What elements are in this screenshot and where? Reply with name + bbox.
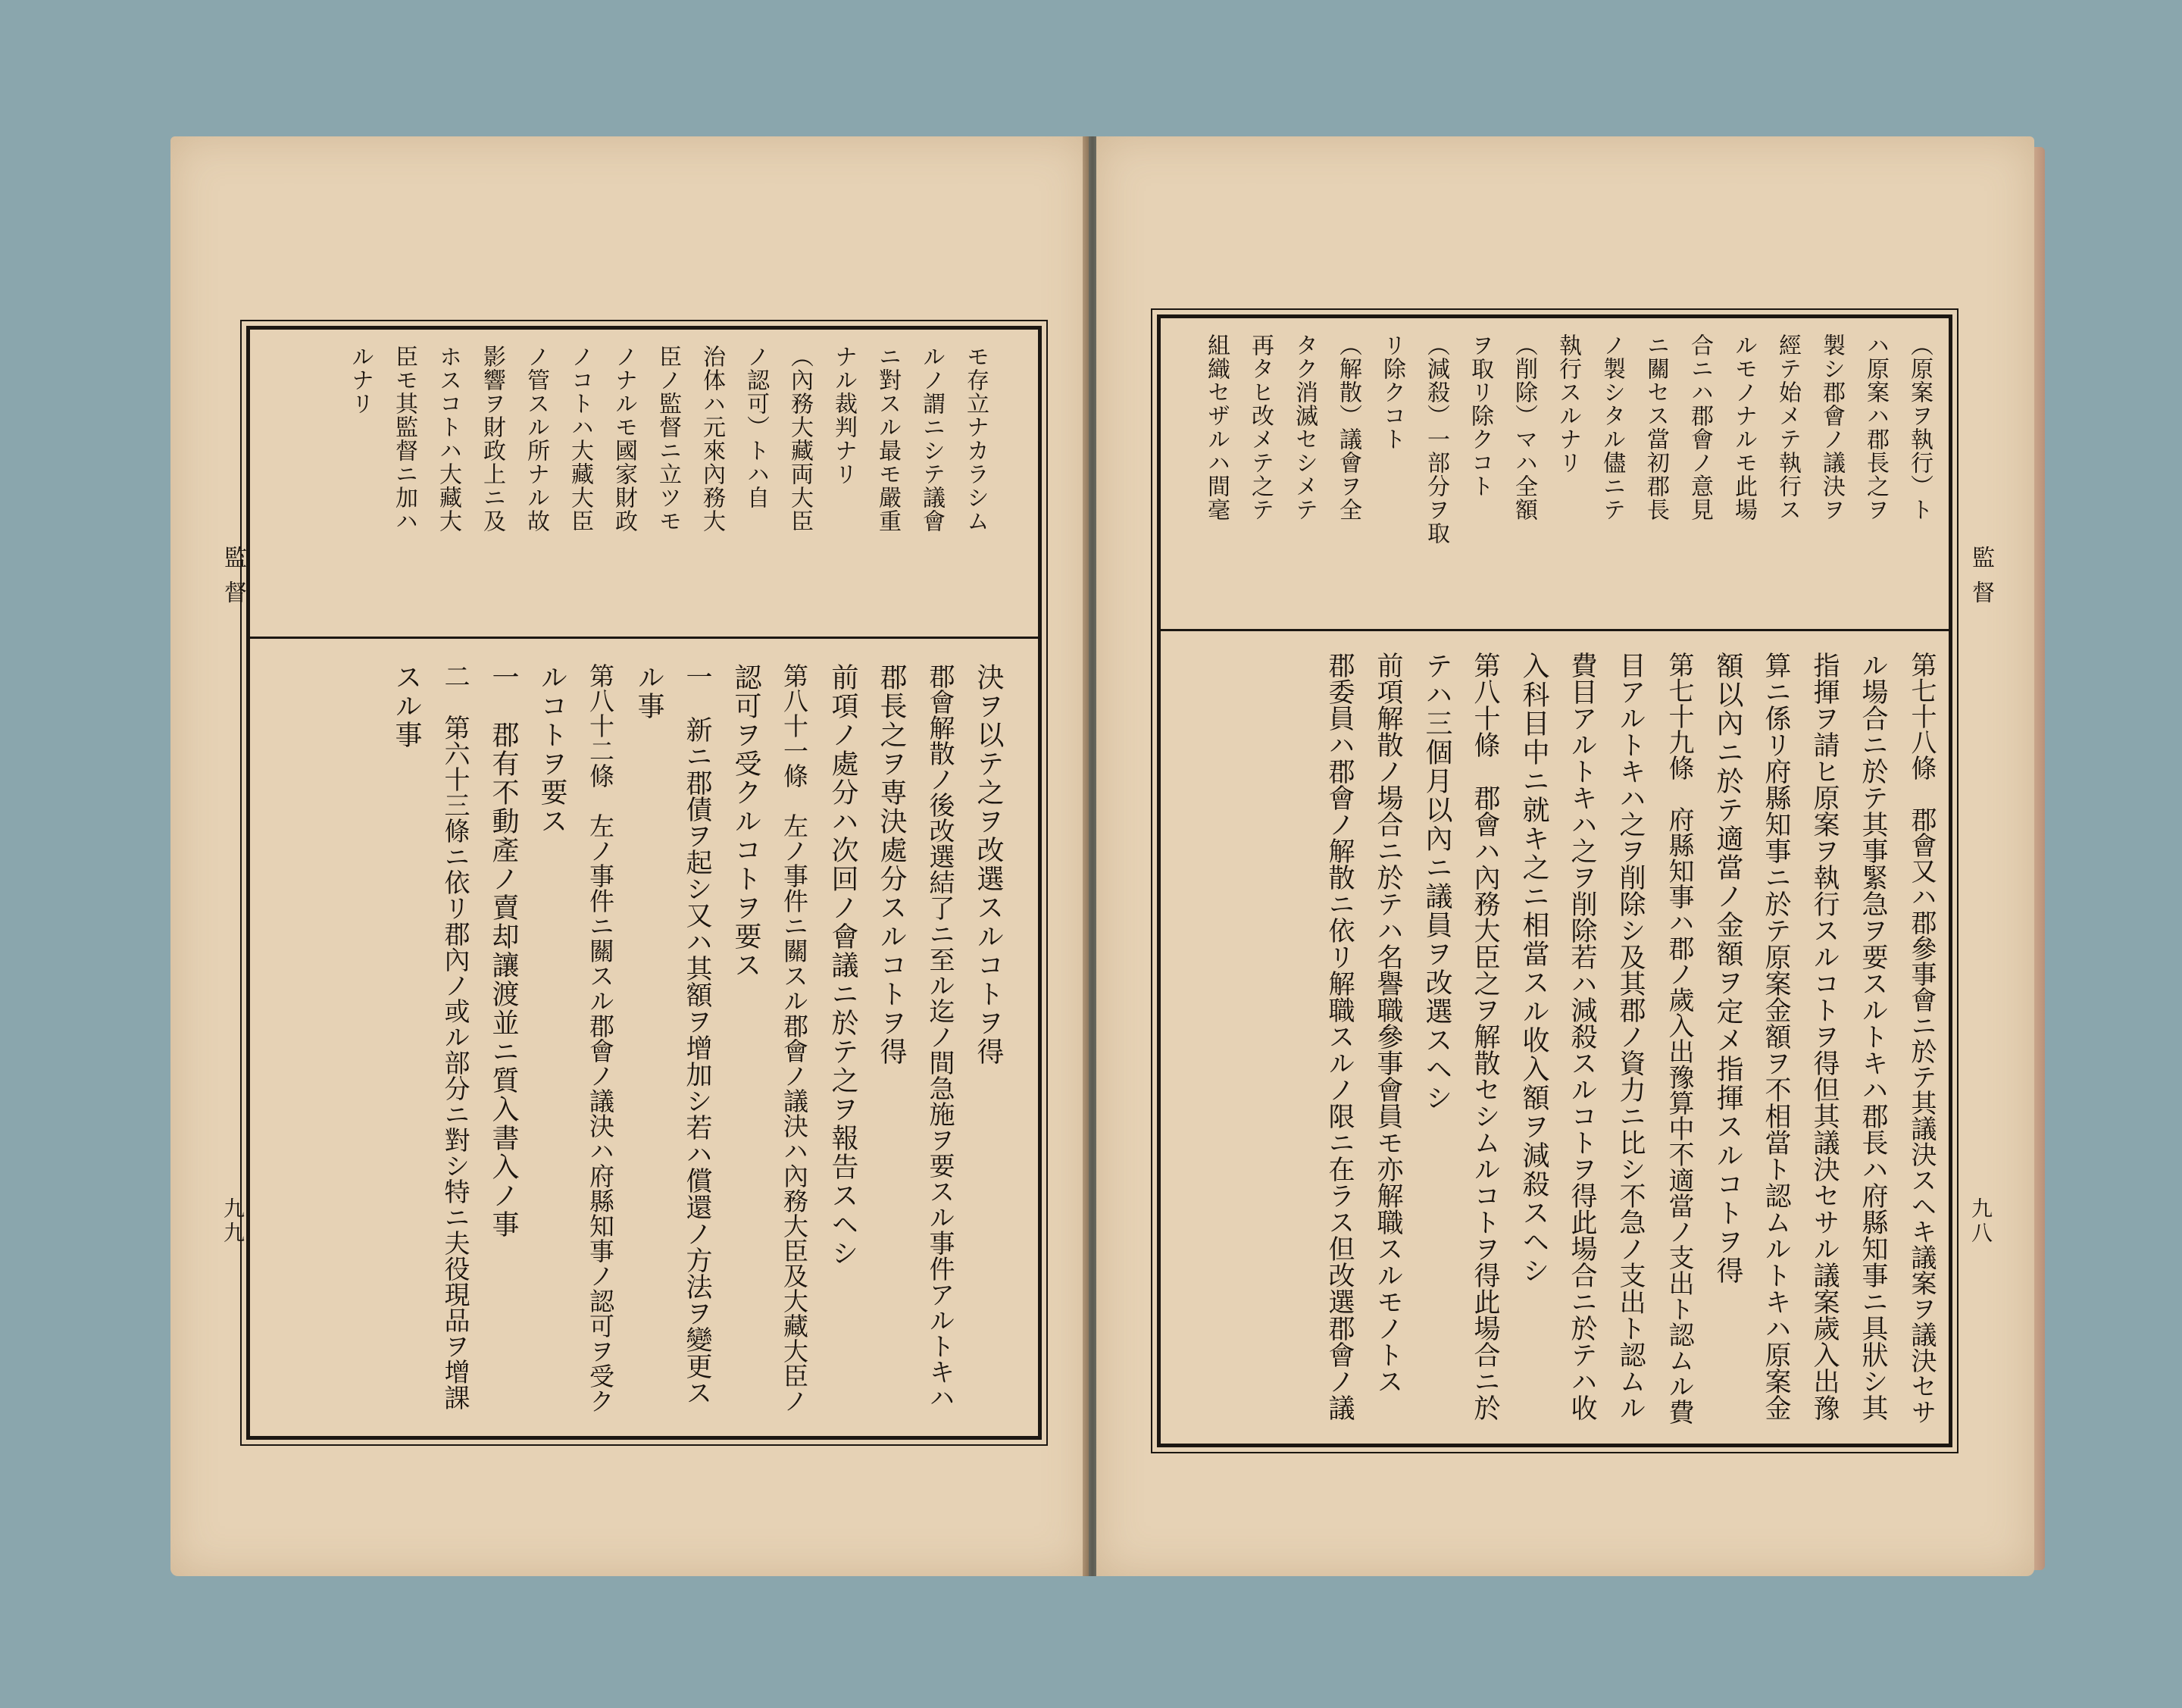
right-body-text (1320, 652, 1941, 1432)
headnote-column: タク消滅セシメテ (1291, 333, 1318, 521)
headnote-column: ニ對スル最モ嚴重 (874, 345, 901, 533)
text-column: 一 新ニ郡債ヲ起シ又ハ其額ヲ增加シ若ハ償還ノ方法ヲ變更ス (682, 663, 712, 1406)
left-page-number: 九九 (220, 1197, 245, 1246)
headnote-column: （解散）議會ヲ全 (1335, 333, 1361, 521)
headnote-column: ヲ取リ除クコト (1467, 333, 1493, 498)
open-book (170, 136, 2034, 1576)
headnote-column: ノナルモ國家財政 (611, 345, 637, 533)
headnote-column: （減殺）一部分ヲ取 (1423, 333, 1449, 545)
right-divider (1161, 629, 1949, 631)
text-column: 第八十條 郡會ハ內務大臣之ヲ解散セシムルコトヲ得此場合ニ於 (1470, 652, 1500, 1421)
text-column: 郡委員ハ郡會ノ解散ニ依リ解職スルノ限ニ在ラス但改選郡會ノ議 (1324, 652, 1355, 1421)
left-divider (250, 637, 1038, 639)
text-column: 郡長之ヲ専決處分スルコトヲ得 (876, 663, 907, 1066)
headnote-column: 合ニハ郡會ノ意見 (1687, 333, 1713, 521)
left-running-head: 監督 (220, 546, 246, 615)
right-running-head: 監督 (1968, 546, 1994, 615)
text-column: 費目アルトキハ之ヲ削除若ハ減殺スルコトヲ得此場合ニ於テハ收 (1567, 652, 1597, 1421)
headnote-column: 治体ハ元來內務大 (699, 345, 725, 533)
headnote-column: ルノ謂ニシテ議會 (918, 345, 945, 533)
text-column: 認可ヲ受クルコトヲ要ス (730, 663, 761, 980)
text-column: ル場合ニ於テ其事緊急ヲ要スルトキハ郡長ハ府縣知事ニ具狀シ其 (1858, 652, 1888, 1421)
text-column: 額以內ニ於テ適當ノ金額ヲ定メ指揮スルコトヲ得 (1712, 652, 1743, 1285)
right-headnotes (1199, 333, 1937, 606)
text-column: 第七十九條 府縣知事ハ郡ノ歲入出豫算中不適當ノ支出ト認ムル費 (1664, 652, 1694, 1425)
headnote-column: ニ關セス當初郡長 (1643, 333, 1669, 521)
text-column: 目アルトキハ之ヲ削除シ及其郡ノ資力ニ比シ不急ノ支出ト認ムル (1615, 652, 1646, 1421)
text-column: 第八十一條 左ノ事件ニ關スル郡會ノ議決ハ內務大臣及大藏大臣ノ (780, 663, 809, 1413)
headnote-column: （原案ヲ執行）ト (1906, 333, 1933, 521)
headnote-column: 影響ヲ財政上ニ及 (479, 345, 505, 533)
headnote-column: ナル裁判ナリ (830, 345, 857, 486)
headnote-column: ルナリ (347, 345, 374, 415)
text-column: スル事 (391, 663, 422, 749)
text-column: 前項ノ處分ハ次回ノ會議ニ於テ之ヲ報告スヘシ (827, 663, 858, 1268)
headnote-column: 再タヒ改メテ之テ (1247, 333, 1274, 521)
headnote-column: ハ原案ハ郡長之ヲ (1862, 333, 1889, 521)
headnote-column: （削除）マハ全額 (1511, 333, 1537, 521)
text-column: ルコトヲ要ス (536, 663, 567, 836)
headnote-column: ノ製シタル儘ニテ (1599, 333, 1625, 521)
headnote-column: ルモノナルモ此場 (1730, 333, 1757, 521)
text-column: 入科目中ニ就キ之ニ相當スル收入額ヲ減殺スヘシ (1518, 652, 1549, 1285)
headnote-column: ノ認可）トハ自 (742, 345, 769, 509)
headnote-column: 臣ノ監督ニ立ツモ (655, 345, 681, 533)
text-column: テハ三個月以內ニ議員ヲ改選スヘシ (1421, 652, 1452, 1112)
right-page (1096, 136, 2034, 1576)
headnote-column: 組織セザルハ間毫 (1203, 333, 1230, 521)
left-headnotes (342, 345, 993, 618)
headnote-column: ノ管スル所ナル故 (523, 345, 549, 533)
left-body-text (386, 663, 1008, 1428)
text-column: 前項解散ノ場合ニ於テハ名譽職參事會員モ亦解職スルモノトス (1373, 652, 1403, 1394)
page-edges (2034, 147, 2045, 1570)
text-column: 一 郡有不動產ノ賣却讓渡並ニ質入書入ノ事 (488, 663, 519, 1239)
left-page (170, 136, 1089, 1576)
headnote-column: モ存立ナカラシム (962, 345, 989, 533)
text-column: 郡會解散ノ後改選結了ニ至ル迄ノ間急施ヲ要スル事件アルトキハ (924, 663, 955, 1410)
headnote-column: 執行スルナリ (1555, 333, 1581, 474)
headnote-column: リ除クコト (1379, 333, 1405, 451)
headnote-column: ホスコトハ大藏大 (435, 345, 461, 533)
text-column: 算ニ係リ府縣知事ニ於テ原案金額ヲ不相當ト認ムルトキハ原案金 (1761, 652, 1791, 1421)
headnote-column: （內務大藏両大臣 (786, 345, 813, 533)
text-column: 第八十二條 左ノ事件ニ關スル郡會ノ議決ハ府縣知事ノ認可ヲ受ク (586, 663, 615, 1413)
text-column: ル事 (633, 663, 664, 721)
headnote-column: 經テ始メテ執行ス (1774, 333, 1801, 521)
text-column: 二 第六十三條ニ依リ郡內ノ或ル部分ニ對シ特ニ夫役現品ヲ增課 (439, 663, 470, 1410)
headnote-column: ノコトハ大藏大臣 (567, 345, 593, 533)
right-text-frame (1157, 314, 1952, 1447)
text-column: 決ヲ以テ之ヲ改選スルコトヲ得 (973, 663, 1004, 1066)
text-column: 第七十八條 郡會又ハ郡參事會ニ於テ其議決スヘキ議案ヲ議決セサ (1906, 652, 1937, 1425)
right-page-number: 九八 (1968, 1197, 1993, 1246)
headnote-column: 臣モ其監督ニ加ハ (391, 345, 417, 533)
text-column: 指揮ヲ請ヒ原案ヲ執行スルコトヲ得但其議決セサル議案歲入出豫 (1809, 652, 1840, 1421)
headnote-column: 製シ郡會ノ議決ヲ (1818, 333, 1845, 521)
left-text-frame (246, 326, 1042, 1440)
